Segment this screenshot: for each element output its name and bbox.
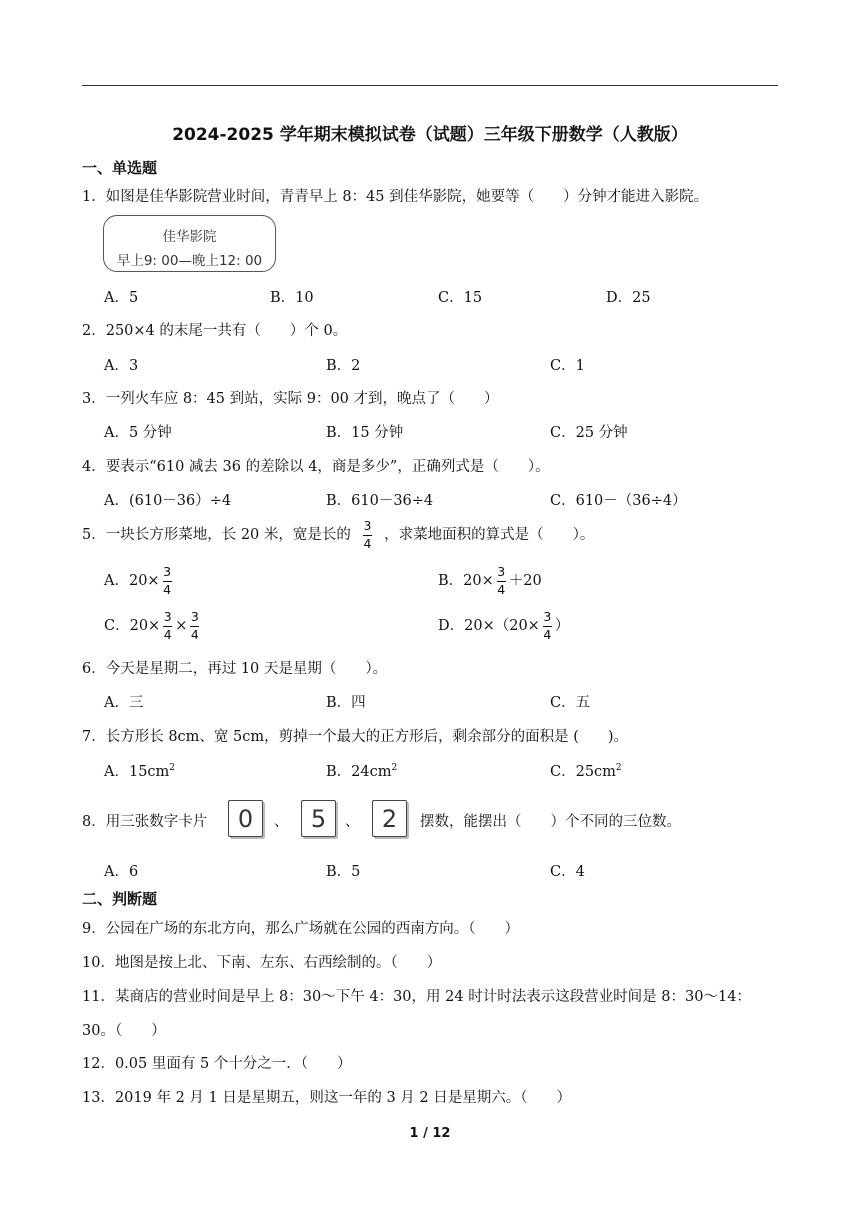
q2-option-b: B．2 <box>326 358 361 374</box>
q1-option-c: C．15 <box>438 290 483 306</box>
question-12: 12．0.05 里面有 5 个十分之一．（ ） <box>82 1056 352 1072</box>
q2-option-c: C．1 <box>550 358 585 374</box>
q3-option-a: A．5 分钟 <box>104 425 172 441</box>
page-title: 2024-2025 学年期末模拟试卷（试题）三年级下册数学（人教版） <box>172 125 688 145</box>
question-2: 2．250×4 的末尾一共有（ ）个 0。 <box>82 323 348 339</box>
fraction-three-quarters: $\frac{3}{4}$ <box>543 609 552 642</box>
digit-card-0: 0 <box>228 800 263 837</box>
question-6: 6．今天是星期二，再过 10 天是星期（ ）。 <box>82 661 388 677</box>
question-3: 3．一列火车应 8：45 到站，实际 9：00 才到，晚点了（ ） <box>82 391 499 407</box>
digit-card-2: 2 <box>372 800 407 837</box>
q1-option-a: A．5 <box>104 290 139 306</box>
q6-option-a: A．三 <box>104 695 144 711</box>
question-13: 13．2019 年 2 月 1 日是星期五，则这一年的 3 月 2 日是星期六。（ ） <box>82 1090 571 1106</box>
question-5 <box>82 520 594 550</box>
q7-option-c: C．$25cm^2$ <box>550 763 622 780</box>
question-4: 4．要表示“610 减去 36 的差除以 4，商是多少”，正确列式是（ ）。 <box>82 459 550 475</box>
question-8-start: 8．用三张数字卡片 <box>82 814 208 830</box>
question-11: 11．某商店的营业时间是早上 8：30～下午 4：30，用 24 时计时法表示这段营业时间是 8：30～14： <box>82 989 751 1005</box>
q5-option-b: B．20× $\frac{3}{4}$ ＋20 <box>438 564 542 597</box>
cinema-sign <box>103 215 276 272</box>
q1-option-b: B．10 <box>270 290 314 306</box>
q8-option-b: B．5 <box>326 864 361 880</box>
q1-option-d: D．25 <box>606 290 651 306</box>
separator: 、 <box>345 814 360 830</box>
q5-text-end: ，求菜地面积的算式是（ ）。 <box>384 527 595 543</box>
cinema-sign-title: 佳华影院 <box>162 229 217 245</box>
question-9: 9．公园在广场的东北方向，那么广场就在公园的西南方向。（ ） <box>82 921 519 937</box>
header-rule <box>82 85 778 86</box>
q8-option-c: C．4 <box>550 864 585 880</box>
question-7: 7．长方形长 8cm、宽 5cm，剪掉一个最大的正方形后，剩余部分的面积是 ( )。 <box>82 729 629 745</box>
q6-option-b: B．四 <box>326 695 366 711</box>
question-8-end: 摆数，能摆出（ ）个不同的三位数。 <box>420 814 681 830</box>
cinema-sign-hours: 早上9: 00—晚上12: 00 <box>116 253 263 269</box>
fraction-three-quarters: $\frac{3}{4}$ <box>163 564 172 597</box>
q4-option-a: A．(610－36）÷4 <box>104 493 232 509</box>
q4-option-c: C．610－（36÷4） <box>550 493 687 509</box>
fraction-three-quarters: $\frac{3}{4}$ <box>497 564 506 597</box>
fraction-three-quarters: $\frac{3}{4}$ <box>190 609 199 642</box>
fraction-three-quarters: $\frac{3}{4}$ <box>163 609 172 642</box>
q4-option-b: B．610－36÷4 <box>326 493 434 509</box>
question-11-continued: 30。（ ） <box>82 1023 166 1039</box>
question-10: 10．地图是按上北、下南、左东、右西绘制的。（ ） <box>82 955 442 971</box>
q5-text-start: 5．一块长方形菜地，长 20 米，宽是长的 <box>82 527 351 543</box>
q3-option-c: C．25 分钟 <box>550 425 628 441</box>
fraction-three-quarters: $\frac{3}{4}$ <box>363 518 372 551</box>
q7-option-a: A．$15cm^2$ <box>104 763 176 780</box>
q5-option-a: A．20× $\frac{3}{4}$ <box>104 564 172 597</box>
page-number: 1 / 12 <box>409 1126 451 1141</box>
q8-option-a: A．6 <box>104 864 139 880</box>
section-heading-single-choice: 一、单选题 <box>82 159 158 177</box>
question-1: 1．如图是佳华影院营业时间，青青早上 8：45 到佳华影院，她要等（ ）分钟才能进入影院。 <box>82 189 709 205</box>
q5-option-d: D．20×（20× $\frac{3}{4}$ ） <box>438 609 570 642</box>
q2-option-a: A．3 <box>104 358 139 374</box>
q5-option-c: C．20× $\frac{3}{4}$ × $\frac{3}{4}$ <box>104 609 199 642</box>
q6-option-c: C．五 <box>550 695 591 711</box>
separator: 、 <box>274 814 289 830</box>
q3-option-b: B．15 分钟 <box>326 425 404 441</box>
section-heading-true-false: 二、判断题 <box>82 890 158 908</box>
q7-option-b: B．$24cm^2$ <box>326 763 398 780</box>
digit-card-5: 5 <box>301 800 336 837</box>
